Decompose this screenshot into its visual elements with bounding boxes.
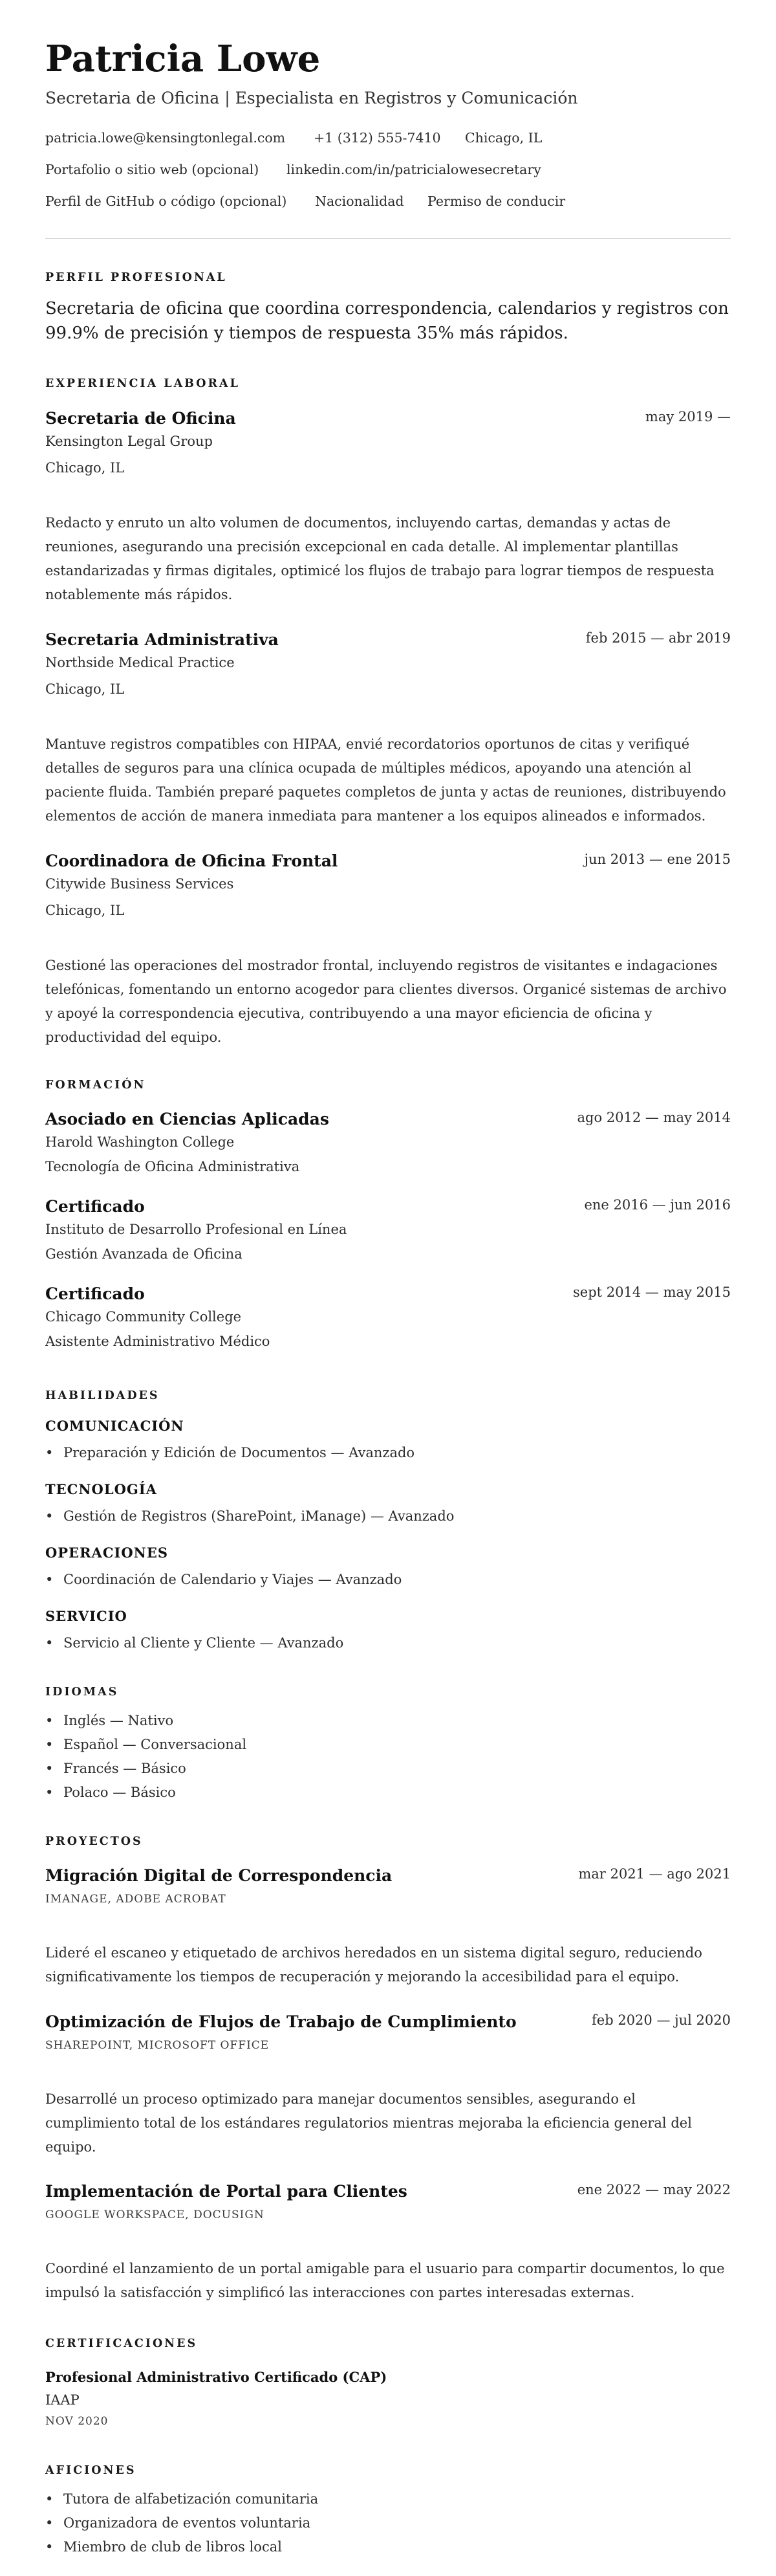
hobby-item: • Organizadora de eventos voluntaria <box>63 2515 310 2531</box>
job-company: Northside Medical Practice <box>45 655 235 670</box>
skill-category: COMUNICACIÓN <box>45 1418 184 1434</box>
skill-item: • Servicio al Cliente y Cliente — Avanzado <box>63 1635 343 1651</box>
skill-category: OPERACIONES <box>45 1545 169 1561</box>
candidate-name: Patricia Lowe <box>45 38 321 80</box>
section-heading-languages: IDIOMAS <box>45 1686 119 1699</box>
skill-item: • Gestión de Registros (SharePoint, iManage) — Avanzado <box>63 1508 454 1524</box>
job-company: Citywide Business Services <box>45 876 234 892</box>
education-dates: ago 2012 — may 2014 <box>577 1110 731 1125</box>
project-tools: GOOGLE WORKSPACE, DOCUSIGN <box>45 2208 264 2221</box>
education-degree: Certificado <box>45 1284 145 1303</box>
project-dates: feb 2020 — jul 2020 <box>592 2012 731 2028</box>
job-location: Chicago, IL <box>45 681 125 697</box>
profile-summary: Secretaria de oficina que coordina correspondencia, calendarios y registros con 99.9% de precisión y tiempos de respuesta 35% más rápidos. <box>45 299 729 343</box>
project-tools: IMANAGE, ADOBE ACROBAT <box>45 1893 226 1906</box>
section-heading-skills: HABILIDADES <box>45 1389 160 1402</box>
skill-category: TECNOLOGÍA <box>45 1481 157 1497</box>
project-dates: ene 2022 — may 2022 <box>577 2182 731 2197</box>
contact-license: Permiso de conducir <box>427 193 566 209</box>
education-degree: Asociado en Ciencias Aplicadas <box>45 1110 329 1128</box>
job-description: Gestioné las operaciones del mostrador frontal, incluyendo registros de visitantes e indagaciones telefónicas, fomentando un entorno acogedor para clientes diversos. Organicé sistemas de archivo y apoyé la correspondencia ejecutiva, contribuyendo a una mayor eficiencia de oficina y productividad del equipo. <box>45 958 727 1045</box>
language-item: • Inglés — Nativo <box>63 1713 173 1728</box>
skill-item: • Coordinación de Calendario y Viajes — Avanzado <box>63 1572 402 1587</box>
language-item: • Francés — Básico <box>63 1761 186 1776</box>
section-heading-certifications: CERTIFICACIONES <box>45 2337 198 2350</box>
contact-linkedin[interactable]: linkedin.com/in/patricialowesecretary <box>286 162 541 177</box>
education-field: Tecnología de Oficina Administrativa <box>45 1159 300 1174</box>
certification-name: Profesional Administrativo Certificado (CAP) <box>45 2369 387 2385</box>
job-dates: may 2019 — <box>645 409 731 424</box>
job-description: Mantuve registros compatibles con HIPAA, envié recordatorios oportunos de citas y verifiqué detalles de seguros para una clínica ocupada de múltiples médicos, apoyando una atención al paciente fluida. También preparé paquetes completos de junta y actas de reuniones, distribuyendo elementos de acción de manera inmediata para mantener a los equipos alineados e informados. <box>45 736 726 824</box>
section-heading-projects: PROYECTOS <box>45 1835 143 1848</box>
job-location: Chicago, IL <box>45 903 125 918</box>
language-item: • Polaco — Básico <box>63 1785 176 1800</box>
section-heading-hobbies: AFICIONES <box>45 2464 136 2477</box>
education-school: Instituto de Desarrollo Profesional en Línea <box>45 1222 347 1237</box>
candidate-title: Secretaria de Oficina | Especialista en Registros y Comunicación <box>45 89 578 107</box>
section-heading-experience: EXPERIENCIA LABORAL <box>45 377 240 390</box>
contact-phone[interactable]: +1 (312) 555-7410 <box>314 130 441 146</box>
job-location: Chicago, IL <box>45 460 125 476</box>
contact-github[interactable]: Perfil de GitHub o código (opcional) <box>45 193 287 209</box>
certification-issuer: IAAP <box>45 2392 80 2408</box>
certification-date: NOV 2020 <box>45 2415 109 2428</box>
hobby-item: • Tutora de alfabetización comunitaria <box>63 2491 318 2507</box>
project-tools: SHAREPOINT, MICROSOFT OFFICE <box>45 2039 270 2052</box>
section-heading-profile: PERFIL PROFESIONAL <box>45 271 227 284</box>
project-description: Lideré el escaneo y etiquetado de archivos heredados en un sistema digital seguro, reduciendo significativamente los tiempos de recuperación y mejorando la accesibilidad para el equipo. <box>45 1945 702 1985</box>
education-dates: sept 2014 — may 2015 <box>573 1284 731 1300</box>
contact-nationality: Nacionalidad <box>315 193 404 209</box>
job-description: Redacto y enruto un alto volumen de documentos, incluyendo cartas, demandas y actas de reuniones, asegurando una precisión excepcional en cada detalle. Al implementar plantillas estandarizadas y firmas digitales, optimicé los flujos de trabajo para lograr tiempos de respuesta notablemente más rápidos. <box>45 515 715 602</box>
project-title: Optimización de Flujos de Trabajo de Cumplimiento <box>45 2012 517 2031</box>
skill-category: SERVICIO <box>45 1608 127 1624</box>
project-description: Desarrollé un proceso optimizado para manejar documentos sensibles, asegurando el cumplimiento total de los estándares regulatorios mientras mejoraba la eficiencia general del equipo. <box>45 2091 692 2155</box>
education-school: Harold Washington College <box>45 1134 235 1150</box>
language-item: • Español — Conversacional <box>63 1737 246 1752</box>
job-title: Secretaria de Oficina <box>45 409 236 428</box>
job-dates: feb 2015 — abr 2019 <box>585 630 731 646</box>
project-title: Migración Digital de Correspondencia <box>45 1866 393 1885</box>
education-school: Chicago Community College <box>45 1309 242 1325</box>
job-title: Secretaria Administrativa <box>45 630 279 649</box>
education-field: Asistente Administrativo Médico <box>45 1334 270 1349</box>
contact-portfolio[interactable]: Portafolio o sitio web (opcional) <box>45 162 259 177</box>
contact-location: Chicago, IL <box>465 130 543 146</box>
hobby-item: • Miembro de club de libros local <box>63 2539 282 2555</box>
education-field: Gestión Avanzada de Oficina <box>45 1246 242 1262</box>
contact-email[interactable]: patricia.lowe@kensingtonlegal.com <box>45 130 286 146</box>
section-heading-education: FORMACIÓN <box>45 1079 146 1092</box>
skill-item: • Preparación y Edición de Documentos — Avanzado <box>63 1445 415 1460</box>
education-degree: Certificado <box>45 1197 145 1216</box>
project-title: Implementación de Portal para Clientes <box>45 2182 407 2201</box>
job-title: Coordinadora de Oficina Frontal <box>45 852 338 870</box>
header-divider <box>45 238 731 239</box>
project-dates: mar 2021 — ago 2021 <box>578 1866 731 1882</box>
job-dates: jun 2013 — ene 2015 <box>584 852 731 867</box>
education-dates: ene 2016 — jun 2016 <box>584 1197 731 1213</box>
job-company: Kensington Legal Group <box>45 434 213 449</box>
project-description: Coordiné el lanzamiento de un portal amigable para el usuario para compartir documentos, lo que impulsó la satisfacción y simplificó las interacciones con partes interesadas externas. <box>45 2261 725 2300</box>
